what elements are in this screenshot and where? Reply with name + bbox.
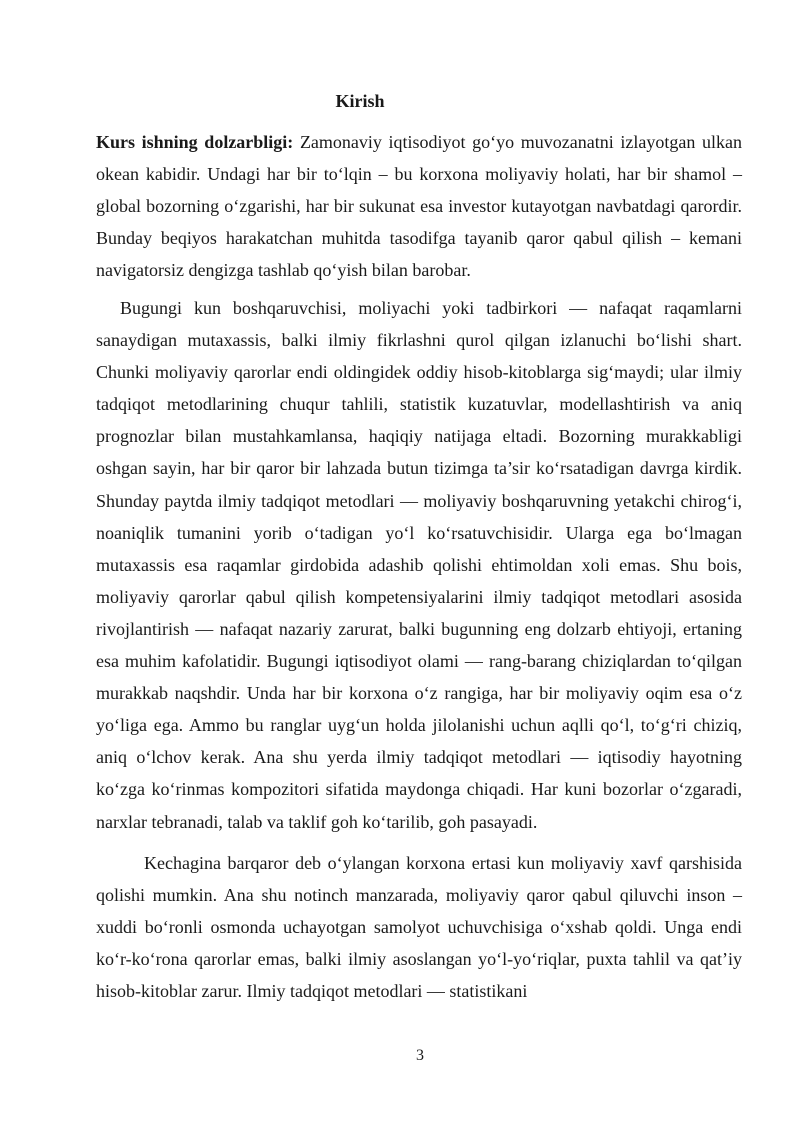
- paragraph-text: Zamonaviy iqtisodiyot go‘yo muvozanatni izlayotgan ulkan okean kabidir. Undagi har bir to‘lqin – bu korxona moliyaviy holati, har bir shamol – global bozorning o‘zgarishi, har bir sukunat esa investor kutayotgan navbatdagi qarordir. Bunday beqiyos harakatchan muhitda tasodifga tayanib qaror qabul qilish – kemani navigatorsiz dengizga tashlab qo‘yish bilan barobar.: [96, 132, 742, 281]
- paragraph-lead: Kurs ishning dolzarbligi:: [96, 132, 294, 152]
- section-heading: Kirish: [335, 91, 385, 111]
- paragraph-body: Bugungi kun boshqaruvchisi, moliyachi yoki tadbirkori — nafaqat raqamlarni sanaydigan mutaxassis, balki ilmiy fikrlashni qurol qilgan izlanuchi bo‘lishi shart. Chunki moliyaviy qarorlar endi oldingidek oddiy hisob-kitoblarga sig‘maydi; ular ilmiy tadqiqot metodlarining chuqur tahlili, statistik kuzatuvlar, modellashtirish va aniq prognozlar bilan mustahkamlansa, haqiqiy natijaga eltadi. Bozorning murakkabligi oshgan sayin, har bir qaror bir lahzada butun tizimga ta’sir ko‘rsatadigan davrga kirdik. Shunday paytda ilmiy tadqiqot metodlari — moliyaviy boshqaruvning yetakchi chirog‘i, noaniqlik tumanini yorib o‘tadigan yo‘l ko‘rsatuvchisidir. Ularga ega bo‘lmagan mutaxassis esa raqamlar girdobida adashib qolishi ehtimoldan xoli emas. Shu bois, moliyaviy qarorlar qabul qilish kompetensiyalarini ilmiy tadqiqot metodlari asosida rivojlantirish — nafaqat nazariy zarurat, balki bugunning eng dolzarb ehtiyoji, ertaning esa muhim kafolatidir. Bugungi iqtisodiyot olami — rang-barang chiziqlardan to‘qilgan murakkab naqshdir. Unda har bir korxona o‘z rangiga, har bir moliyaviy oqim esa o‘z yo‘liga ega. Ammo bu ranglar uyg‘un holda jilolanishi uchun aqlli qo‘l, to‘g‘ri chiziq, aniq o‘lchov kerak. Ana shu yerda ilmiy tadqiqot metodlari — iqtisodiy hayotning ko‘zga ko‘rinmas kompozitori sifatida maydonga chiqadi. Har kuni bozorlar o‘zgaradi, narxlar tebranadi, talab va taklif goh ko‘tarilib, goh pasayadi.: [96, 298, 742, 832]
- paragraph-body: Kechagina barqaror deb o‘ylangan korxona ertasi kun moliyaviy xavf qarshisida qolishi mumkin. Ana shu notinch manzarada, moliyaviy qaror qabul qiluvchi inson – xuddi bo‘ronli osmonda uchayotgan samolyot uchuvchisiga o‘xshab qoldi. Unga endi ko‘r-ko‘rona qarorlar emas, balki ilmiy asoslangan yo‘l-yo‘riqlar, puxta tahlil va qat’iy hisob-kitoblar zarur. Ilmiy tadqiqot metodlari — statistikani: [96, 853, 742, 1002]
- paragraph-relevance: [96, 126, 742, 286]
- page-number: 3: [416, 1047, 424, 1064]
